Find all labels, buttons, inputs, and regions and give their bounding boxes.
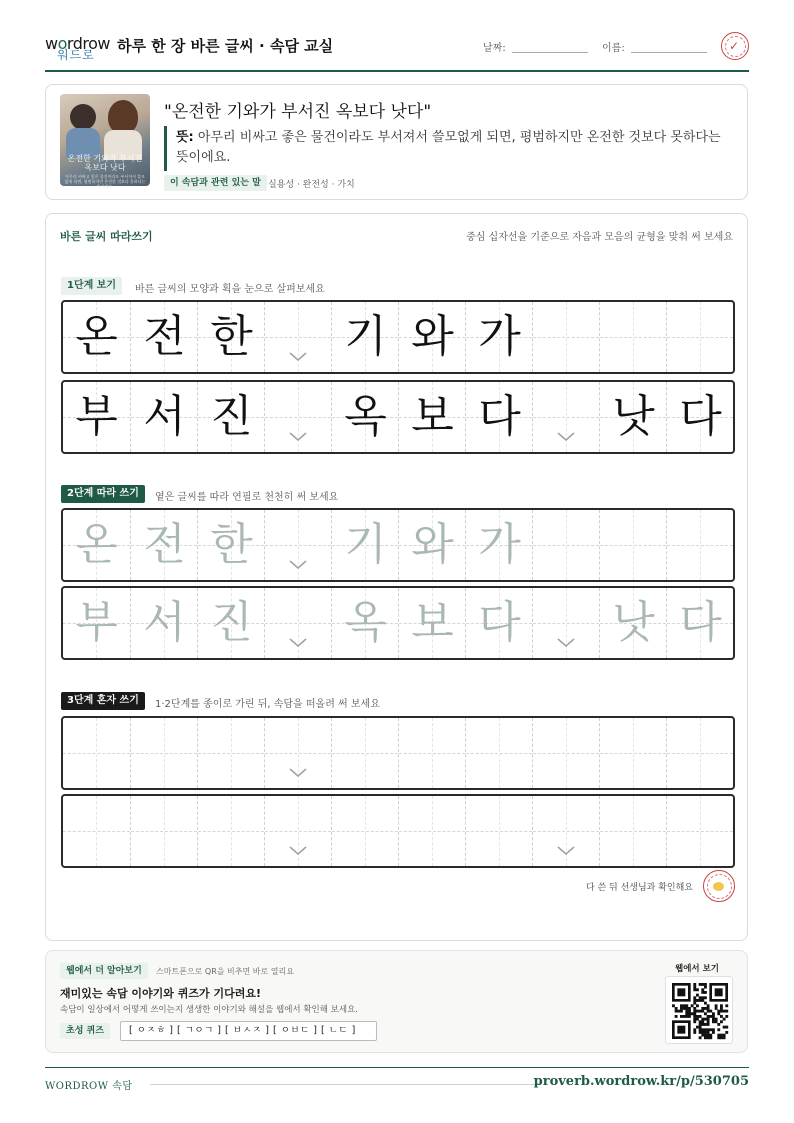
guide-character: 기 <box>344 311 387 362</box>
wordrow-logo: wordrow <box>45 34 110 53</box>
stage1-description: 바른 글씨의 모양과 획을 눈으로 살펴보세요 <box>135 284 325 295</box>
guide-character: 서 <box>143 391 186 442</box>
page-header <box>45 30 749 72</box>
footer-url-link[interactable]: proverb.wordrow.kr/p/530705 <box>533 1074 749 1089</box>
space-chevron-icon <box>288 845 308 857</box>
grid-cell <box>264 382 331 452</box>
practice-section <box>45 213 748 941</box>
grid-cell[interactable] <box>63 796 130 866</box>
grid-cell[interactable] <box>532 588 599 658</box>
grid-cell[interactable] <box>63 718 130 788</box>
grid-cell[interactable] <box>63 510 130 580</box>
related-words: 실용성 · 완전성 · 가치 <box>268 180 355 190</box>
grid-cell[interactable] <box>331 510 398 580</box>
page-title: 하루 한 장 바른 글씨 · 속담 교실 <box>117 37 334 55</box>
grid-cell <box>599 302 666 372</box>
grid-cell[interactable] <box>465 510 532 580</box>
stage2-badge: 2단계 따라 쓰기 <box>61 485 145 503</box>
meaning-accent-bar <box>164 126 167 171</box>
grid-cell <box>331 382 398 452</box>
grid-cell[interactable] <box>264 718 331 788</box>
space-chevron-icon <box>288 559 308 571</box>
grid-cell[interactable] <box>398 718 465 788</box>
check-stamp-icon: ✓ <box>721 32 749 60</box>
practice-hint: 중심 십자선을 기준으로 자음과 모음의 균형을 맞춰 써 보세요 <box>466 232 733 243</box>
stage3-row-2[interactable] <box>61 794 735 868</box>
logo-subtitle: 워드로 <box>57 48 95 62</box>
grid-cell[interactable] <box>532 796 599 866</box>
space-chevron-icon <box>556 431 576 443</box>
grid-cell <box>465 302 532 372</box>
guide-character: 서 <box>143 597 186 648</box>
guide-character: 진 <box>210 597 253 648</box>
guide-character: 전 <box>143 519 186 570</box>
stage2-row-1[interactable] <box>61 508 735 582</box>
grid-cell[interactable] <box>666 510 733 580</box>
guide-character: 옥 <box>344 597 387 648</box>
grid-cell[interactable] <box>197 510 264 580</box>
qr-label: 웹에서 보기 <box>674 964 719 974</box>
stage1-badge: 1단계 보기 <box>61 277 122 295</box>
web-promo-description: 속담이 일상에서 어떻게 쓰이는지 생생한 이야기와 해설을 웹에서 확인해 보세요. <box>60 1005 358 1015</box>
web-promo-title: 재미있는 속담 이야기와 퀴즈가 기다려요! <box>60 987 261 1000</box>
grid-cell[interactable] <box>465 588 532 658</box>
footer-brand: WORDROW 속담 <box>45 1081 133 1092</box>
guide-character: 와 <box>411 311 454 362</box>
grid-cell[interactable] <box>331 588 398 658</box>
grid-cell[interactable] <box>599 718 666 788</box>
guide-character: 다 <box>478 391 521 442</box>
guide-character: 한 <box>210 519 253 570</box>
grid-cell <box>666 382 733 452</box>
grid-cell[interactable] <box>130 510 197 580</box>
grid-cell[interactable] <box>130 588 197 658</box>
grid-cell[interactable] <box>666 796 733 866</box>
guide-character: 다 <box>679 597 722 648</box>
space-chevron-icon <box>288 431 308 443</box>
proverb-illustration <box>60 94 150 189</box>
chosung-quiz-field[interactable]: [ ㅇㅈㅎ ] [ ㄱㅇㄱ ] [ ㅂㅅㅈ ] [ ㅇㅂㄷ ] [ ㄴㄷ ] <box>120 1021 377 1041</box>
grid-cell <box>197 302 264 372</box>
guide-character: 와 <box>411 519 454 570</box>
grid-cell[interactable] <box>398 510 465 580</box>
grid-cell[interactable] <box>264 588 331 658</box>
stage1-row-1 <box>61 300 735 374</box>
grid-cell <box>398 382 465 452</box>
name-field[interactable] <box>631 52 707 53</box>
grid-cell <box>130 382 197 452</box>
guide-character: 낫 <box>612 391 655 442</box>
grid-cell <box>197 382 264 452</box>
meaning-label: 뜻: <box>176 130 194 145</box>
space-chevron-icon <box>556 845 576 857</box>
grid-cell[interactable] <box>264 510 331 580</box>
footer-rule <box>150 1084 540 1085</box>
date-field[interactable] <box>512 52 588 53</box>
grid-cell <box>63 302 130 372</box>
guide-character: 가 <box>478 519 521 570</box>
grid-cell <box>599 382 666 452</box>
grid-cell <box>465 382 532 452</box>
footer-divider <box>45 1067 749 1068</box>
grid-cell[interactable] <box>465 718 532 788</box>
qr-scan-hint: 스마트폰으로 QR을 비추면 바로 열리요 <box>156 967 294 976</box>
guide-character: 기 <box>344 519 387 570</box>
stage3-badge: 3단계 혼자 쓰기 <box>61 692 145 710</box>
grid-cell[interactable] <box>666 718 733 788</box>
guide-character: 다 <box>679 391 722 442</box>
grid-cell[interactable] <box>465 796 532 866</box>
grid-cell[interactable] <box>130 718 197 788</box>
grid-cell[interactable] <box>398 588 465 658</box>
guide-character: 낫 <box>612 597 655 648</box>
practice-title: 바른 글씨 따라쓰기 <box>60 230 153 243</box>
grid-cell[interactable] <box>197 588 264 658</box>
guide-character: 온 <box>75 311 118 362</box>
guide-character: 부 <box>75 391 118 442</box>
space-chevron-icon <box>288 637 308 649</box>
grid-cell[interactable] <box>599 588 666 658</box>
teacher-stamp-icon <box>703 870 735 902</box>
grid-cell[interactable] <box>599 510 666 580</box>
guide-character: 한 <box>210 311 253 362</box>
guide-character: 진 <box>210 391 253 442</box>
grid-cell[interactable] <box>130 796 197 866</box>
name-label: 이름: <box>602 43 625 54</box>
grid-cell[interactable] <box>532 718 599 788</box>
grid-cell[interactable] <box>331 796 398 866</box>
date-label: 날짜: <box>483 43 506 54</box>
grid-cell <box>130 302 197 372</box>
stage1-row-2 <box>61 380 735 454</box>
grid-cell <box>532 302 599 372</box>
grid-cell[interactable] <box>599 796 666 866</box>
space-chevron-icon <box>288 351 308 363</box>
meaning-text: 아무리 비싸고 좋은 물건이라도 부서져서 쓸모없게 되면, 평범하지만 온전한 것보다 못하다는 뜻이에요. <box>176 130 721 165</box>
teacher-check-note: 다 쓴 뒤 선생님과 확인해요 <box>585 883 693 893</box>
stage2-row-2[interactable] <box>61 586 735 660</box>
qr-code-icon[interactable] <box>665 976 733 1044</box>
grid-cell <box>398 302 465 372</box>
guide-character: 옥 <box>344 391 387 442</box>
grid-cell <box>264 302 331 372</box>
grid-cell[interactable] <box>264 796 331 866</box>
illustration-caption: 온전한 기와가 부서진 옥보다 낫다 <box>67 154 143 172</box>
related-words-badge: 이 속담과 관련 있는 말 <box>164 175 267 191</box>
grid-cell <box>63 382 130 452</box>
grid-cell[interactable] <box>197 796 264 866</box>
chosung-quiz-label: 초성 퀴즈 <box>60 1023 110 1039</box>
proverb-card <box>45 84 748 200</box>
grid-cell <box>331 302 398 372</box>
proverb-meaning <box>176 128 736 168</box>
web-more-badge: 웹에서 더 알아보기 <box>60 963 148 979</box>
grid-cell <box>666 302 733 372</box>
grid-cell[interactable] <box>398 796 465 866</box>
web-promo <box>45 950 748 1053</box>
illustration-subcaption: 아무리 비싸고 좋은 물건이라도 부서져서 쓸모없게 되면, 평범하지만 온전한 것보다 못하다는 뜻이에요. <box>64 174 146 189</box>
stage2-description: 옅은 글씨를 따라 연필로 천천히 써 보세요 <box>155 492 339 503</box>
grid-cell[interactable] <box>63 588 130 658</box>
guide-character: 전 <box>143 311 186 362</box>
guide-character: 다 <box>478 597 521 648</box>
grid-cell <box>532 382 599 452</box>
guide-character: 보 <box>411 391 454 442</box>
guide-character: 보 <box>411 597 454 648</box>
space-chevron-icon <box>556 637 576 649</box>
stage3-description: 1·2단계를 종이로 가린 뒤, 속담을 떠올려 써 보세요 <box>155 699 380 710</box>
grid-cell[interactable] <box>197 718 264 788</box>
stage3-row-1[interactable] <box>61 716 735 790</box>
grid-cell[interactable] <box>666 588 733 658</box>
guide-character: 온 <box>75 519 118 570</box>
guide-character: 가 <box>478 311 521 362</box>
space-chevron-icon <box>288 767 308 779</box>
grid-cell[interactable] <box>331 718 398 788</box>
grid-cell[interactable] <box>532 510 599 580</box>
guide-character: 부 <box>75 597 118 648</box>
proverb-text: "온전한 기와가 부서진 옥보다 낫다" <box>164 102 432 122</box>
